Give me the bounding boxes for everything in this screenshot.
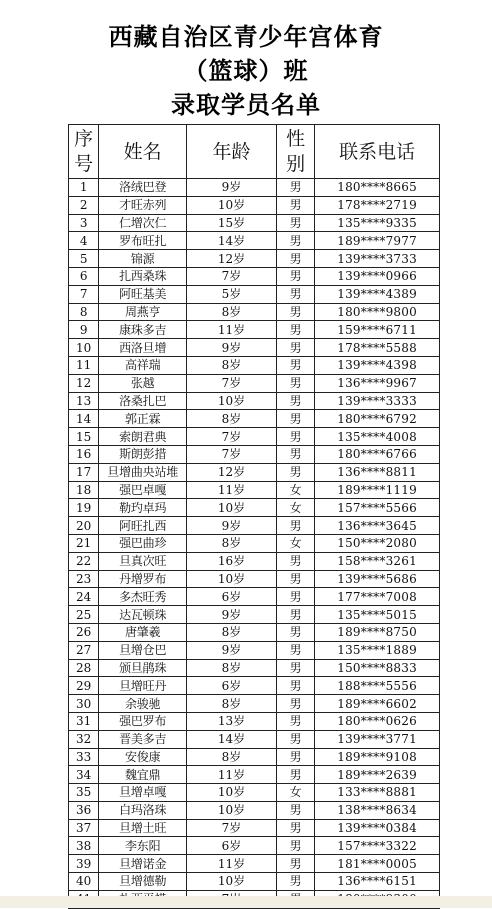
cell-phone: 135****9335 <box>315 214 440 232</box>
cell-number: 18 <box>69 481 99 499</box>
cell-name: 晋美多吉 <box>99 730 187 748</box>
cell-age: 7岁 <box>187 428 277 446</box>
table-row <box>69 214 440 232</box>
cell-gender: 男 <box>276 712 314 730</box>
cell-phone: 178****5588 <box>315 339 440 357</box>
header-phone: 联系电话 <box>315 125 440 179</box>
cell-number: 24 <box>69 588 99 606</box>
cell-name: 西洛旦增 <box>99 339 187 357</box>
table-body <box>69 179 440 909</box>
cell-age: 10岁 <box>187 784 277 802</box>
cell-name: 魏宜鼎 <box>99 766 187 784</box>
table-row <box>69 677 440 695</box>
table-row <box>69 481 440 499</box>
cell-name: 才旺赤列 <box>99 196 187 214</box>
cell-age: 16岁 <box>187 552 277 570</box>
cell-phone: 180****8665 <box>315 179 440 197</box>
table-row <box>69 641 440 659</box>
cell-gender: 男 <box>276 339 314 357</box>
cell-phone: 136****9967 <box>315 374 440 392</box>
cell-gender: 男 <box>276 232 314 250</box>
cell-phone: 189****9108 <box>315 748 440 766</box>
header-row <box>69 125 440 179</box>
cell-name: 旦增旺丹 <box>99 677 187 695</box>
cell-number: 21 <box>69 534 99 552</box>
cell-number: 23 <box>69 570 99 588</box>
cell-phone: 150****2080 <box>315 534 440 552</box>
cell-gender: 男 <box>276 730 314 748</box>
cell-age: 8岁 <box>187 410 277 428</box>
cell-number: 32 <box>69 730 99 748</box>
cell-phone: 139****4389 <box>315 285 440 303</box>
table-row <box>69 410 440 428</box>
cell-name: 勒玓卓玛 <box>99 499 187 517</box>
cell-number: 29 <box>69 677 99 695</box>
cell-phone: 150****8833 <box>315 659 440 677</box>
cell-number: 19 <box>69 499 99 517</box>
cell-number: 13 <box>69 392 99 410</box>
table-row <box>69 623 440 641</box>
cell-number: 22 <box>69 552 99 570</box>
table-row <box>69 339 440 357</box>
title-line-2: （篮球）班 <box>183 57 309 85</box>
cell-name: 多杰旺秀 <box>99 588 187 606</box>
cell-age: 9岁 <box>187 606 277 624</box>
cell-name: 斯朗彭措 <box>99 445 187 463</box>
cell-phone: 189****6602 <box>315 695 440 713</box>
cell-age: 8岁 <box>187 623 277 641</box>
table-row <box>69 784 440 802</box>
cell-name: 唐肇羲 <box>99 623 187 641</box>
cell-gender: 男 <box>276 837 314 855</box>
cell-name: 旦增曲央站堆 <box>99 463 187 481</box>
cell-age: 6岁 <box>187 588 277 606</box>
cell-name: 旦真次旺 <box>99 552 187 570</box>
table-row <box>69 766 440 784</box>
cell-number: 28 <box>69 659 99 677</box>
cell-name: 强巴罗布 <box>99 712 187 730</box>
cell-phone: 181****0005 <box>315 855 440 873</box>
cell-phone: 180****6766 <box>315 445 440 463</box>
table-row <box>69 392 440 410</box>
cell-gender: 男 <box>276 250 314 268</box>
cell-number: 3 <box>69 214 99 232</box>
cell-phone: 135****5015 <box>315 606 440 624</box>
table-row <box>69 588 440 606</box>
cell-age: 14岁 <box>187 730 277 748</box>
cell-gender: 男 <box>276 410 314 428</box>
cell-phone: 180****6792 <box>315 410 440 428</box>
cell-name: 仁增次仁 <box>99 214 187 232</box>
cell-gender: 男 <box>276 855 314 873</box>
cell-number: 7 <box>69 285 99 303</box>
cell-age: 14岁 <box>187 232 277 250</box>
cell-number: 9 <box>69 321 99 339</box>
cell-gender: 男 <box>276 659 314 677</box>
cell-phone: 189****7977 <box>315 232 440 250</box>
cell-age: 9岁 <box>187 339 277 357</box>
cell-phone: 189****2639 <box>315 766 440 784</box>
table-row <box>69 748 440 766</box>
cell-gender: 男 <box>276 214 314 232</box>
cell-gender: 男 <box>276 766 314 784</box>
cell-number: 6 <box>69 267 99 285</box>
header-number-line-2: 号 <box>74 152 94 175</box>
cell-gender: 男 <box>276 623 314 641</box>
cell-age: 8岁 <box>187 356 277 374</box>
table-row <box>69 267 440 285</box>
cell-phone: 178****2719 <box>315 196 440 214</box>
cell-gender: 男 <box>276 819 314 837</box>
cell-number: 2 <box>69 196 99 214</box>
cell-gender: 男 <box>276 748 314 766</box>
cell-name: 张越 <box>99 374 187 392</box>
cell-gender: 男 <box>276 196 314 214</box>
cell-number: 25 <box>69 606 99 624</box>
cell-age: 8岁 <box>187 748 277 766</box>
cell-number: 10 <box>69 339 99 357</box>
cell-name: 旦增仓巴 <box>99 641 187 659</box>
cell-phone: 189****8750 <box>315 623 440 641</box>
cell-gender: 男 <box>276 428 314 446</box>
cell-phone: 139****3333 <box>315 392 440 410</box>
cell-phone: 180****9800 <box>315 303 440 321</box>
cell-name: 旦增诺金 <box>99 855 187 873</box>
table-row <box>69 534 440 552</box>
cell-phone: 138****8634 <box>315 801 440 819</box>
cell-age: 10岁 <box>187 392 277 410</box>
cell-phone: 139****4398 <box>315 356 440 374</box>
table-row <box>69 695 440 713</box>
cell-number: 5 <box>69 250 99 268</box>
cell-age: 5岁 <box>187 285 277 303</box>
cell-number: 35 <box>69 784 99 802</box>
cell-phone: 188****5556 <box>315 677 440 695</box>
cell-name: 旦增德勒 <box>99 873 187 891</box>
cell-gender: 男 <box>276 606 314 624</box>
cell-number: 36 <box>69 801 99 819</box>
cell-name: 索朗君典 <box>99 428 187 446</box>
cell-gender: 女 <box>276 481 314 499</box>
cell-phone: 177****7008 <box>315 588 440 606</box>
cell-number: 16 <box>69 445 99 463</box>
cell-phone: 133****8881 <box>315 784 440 802</box>
cell-name: 强巴卓嘎 <box>99 481 187 499</box>
table-row <box>69 517 440 535</box>
title-line-1: 西藏自治区青少年宫体育 <box>108 23 384 51</box>
table-row <box>69 356 440 374</box>
cell-gender: 男 <box>276 695 314 713</box>
header-gender-line-2: 别 <box>286 152 306 175</box>
cell-gender: 男 <box>276 374 314 392</box>
cell-name: 余骏驰 <box>99 695 187 713</box>
cell-name: 旦增土旺 <box>99 819 187 837</box>
cell-name: 洛绒巴登 <box>99 179 187 197</box>
cell-age: 7岁 <box>187 819 277 837</box>
cell-phone: 136****6151 <box>315 873 440 891</box>
cell-age: 8岁 <box>187 534 277 552</box>
table-row <box>69 196 440 214</box>
cell-phone: 135****1889 <box>315 641 440 659</box>
table-row <box>69 873 440 891</box>
header-gender <box>276 125 314 179</box>
cell-name: 达瓦顿珠 <box>99 606 187 624</box>
cell-phone: 159****6711 <box>315 321 440 339</box>
cell-name: 颁旦鹃珠 <box>99 659 187 677</box>
cell-gender: 男 <box>276 445 314 463</box>
table-row <box>69 730 440 748</box>
cell-name: 高祥瑞 <box>99 356 187 374</box>
cell-age: 7岁 <box>187 267 277 285</box>
cell-phone: 135****4008 <box>315 428 440 446</box>
cell-number: 11 <box>69 356 99 374</box>
table-row <box>69 321 440 339</box>
cell-number: 34 <box>69 766 99 784</box>
cell-number: 30 <box>69 695 99 713</box>
cell-phone: 180****0626 <box>315 712 440 730</box>
table-header <box>69 125 440 179</box>
cell-age: 11岁 <box>187 321 277 339</box>
cell-age: 9岁 <box>187 179 277 197</box>
cell-phone: 157****3322 <box>315 837 440 855</box>
cell-phone: 136****8811 <box>315 463 440 481</box>
cell-phone: 139****0966 <box>315 267 440 285</box>
table-row <box>69 179 440 197</box>
cell-number: 8 <box>69 303 99 321</box>
cell-gender: 男 <box>276 873 314 891</box>
cell-gender: 男 <box>276 285 314 303</box>
cell-name: 扎西桑珠 <box>99 267 187 285</box>
cell-name: 旦增卓嘎 <box>99 784 187 802</box>
cell-age: 7岁 <box>187 374 277 392</box>
header-age: 年龄 <box>187 125 277 179</box>
header-number-line-1: 序 <box>74 127 94 150</box>
cell-gender: 男 <box>276 517 314 535</box>
table-row <box>69 552 440 570</box>
cell-gender: 男 <box>276 303 314 321</box>
cell-number: 39 <box>69 855 99 873</box>
cell-age: 10岁 <box>187 801 277 819</box>
cell-gender: 男 <box>276 677 314 695</box>
table-row <box>69 712 440 730</box>
table-row <box>69 570 440 588</box>
table-row <box>69 428 440 446</box>
cell-gender: 男 <box>276 552 314 570</box>
table-row <box>69 837 440 855</box>
cell-age: 9岁 <box>187 641 277 659</box>
cell-age: 13岁 <box>187 712 277 730</box>
cell-gender: 男 <box>276 801 314 819</box>
table-row <box>69 250 440 268</box>
cell-number: 1 <box>69 179 99 197</box>
cell-number: 12 <box>69 374 99 392</box>
cell-name: 周燕亨 <box>99 303 187 321</box>
cell-age: 10岁 <box>187 499 277 517</box>
cell-gender: 男 <box>276 356 314 374</box>
table-row <box>69 499 440 517</box>
cell-age: 10岁 <box>187 570 277 588</box>
cell-number: 37 <box>69 819 99 837</box>
cell-number: 33 <box>69 748 99 766</box>
table-row <box>69 285 440 303</box>
cell-gender: 女 <box>276 534 314 552</box>
title-line-3: 录取学员名单 <box>171 91 321 119</box>
cell-number: 26 <box>69 623 99 641</box>
cell-age: 9岁 <box>187 517 277 535</box>
cell-gender: 男 <box>276 570 314 588</box>
cell-age: 15岁 <box>187 214 277 232</box>
cell-age: 10岁 <box>187 196 277 214</box>
header-gender-line-1: 性 <box>286 127 306 150</box>
cell-name: 郭正霖 <box>99 410 187 428</box>
table-row <box>69 463 440 481</box>
cell-name: 白玛洛珠 <box>99 801 187 819</box>
cell-gender: 男 <box>276 641 314 659</box>
cell-age: 12岁 <box>187 463 277 481</box>
table-row <box>69 445 440 463</box>
cell-gender: 女 <box>276 499 314 517</box>
cell-phone: 139****3733 <box>315 250 440 268</box>
cell-name: 李东阳 <box>99 837 187 855</box>
cell-gender: 男 <box>276 392 314 410</box>
cell-phone: 139****5686 <box>315 570 440 588</box>
cell-gender: 女 <box>276 784 314 802</box>
page-bottom-edge <box>0 896 492 908</box>
cell-name: 罗布旺扎 <box>99 232 187 250</box>
cell-number: 40 <box>69 873 99 891</box>
cell-gender: 男 <box>276 321 314 339</box>
cell-name: 康珠多吉 <box>99 321 187 339</box>
table-row <box>69 819 440 837</box>
cell-name: 洛桑扎巴 <box>99 392 187 410</box>
table-row <box>69 232 440 250</box>
cell-phone: 157****5566 <box>315 499 440 517</box>
cell-number: 31 <box>69 712 99 730</box>
cell-name: 阿旺基美 <box>99 285 187 303</box>
cell-name: 强巴曲珍 <box>99 534 187 552</box>
cell-number: 20 <box>69 517 99 535</box>
cell-phone: 139****3771 <box>315 730 440 748</box>
cell-age: 8岁 <box>187 659 277 677</box>
cell-gender: 男 <box>276 588 314 606</box>
table-row <box>69 303 440 321</box>
student-roster-table <box>68 124 440 909</box>
table-row <box>69 606 440 624</box>
cell-gender: 男 <box>276 463 314 481</box>
cell-number: 14 <box>69 410 99 428</box>
cell-age: 10岁 <box>187 873 277 891</box>
table-row <box>69 855 440 873</box>
cell-gender: 男 <box>276 267 314 285</box>
table-row <box>69 659 440 677</box>
cell-age: 8岁 <box>187 303 277 321</box>
table-row <box>69 374 440 392</box>
cell-age: 8岁 <box>187 695 277 713</box>
cell-number: 38 <box>69 837 99 855</box>
table-row <box>69 801 440 819</box>
cell-gender: 男 <box>276 179 314 197</box>
cell-age: 11岁 <box>187 855 277 873</box>
cell-phone: 139****0384 <box>315 819 440 837</box>
cell-age: 6岁 <box>187 677 277 695</box>
cell-number: 27 <box>69 641 99 659</box>
cell-age: 12岁 <box>187 250 277 268</box>
cell-name: 丹增罗布 <box>99 570 187 588</box>
cell-age: 6岁 <box>187 837 277 855</box>
header-name: 姓名 <box>99 125 187 179</box>
cell-phone: 189****1119 <box>315 481 440 499</box>
header-number <box>69 125 99 179</box>
cell-number: 15 <box>69 428 99 446</box>
cell-name: 安俊康 <box>99 748 187 766</box>
cell-name: 阿旺扎西 <box>99 517 187 535</box>
cell-number: 4 <box>69 232 99 250</box>
cell-age: 11岁 <box>187 766 277 784</box>
cell-phone: 158****3261 <box>315 552 440 570</box>
cell-number: 17 <box>69 463 99 481</box>
cell-name: 锦源 <box>99 250 187 268</box>
cell-age: 7岁 <box>187 445 277 463</box>
cell-age: 11岁 <box>187 481 277 499</box>
cell-phone: 136****3645 <box>315 517 440 535</box>
